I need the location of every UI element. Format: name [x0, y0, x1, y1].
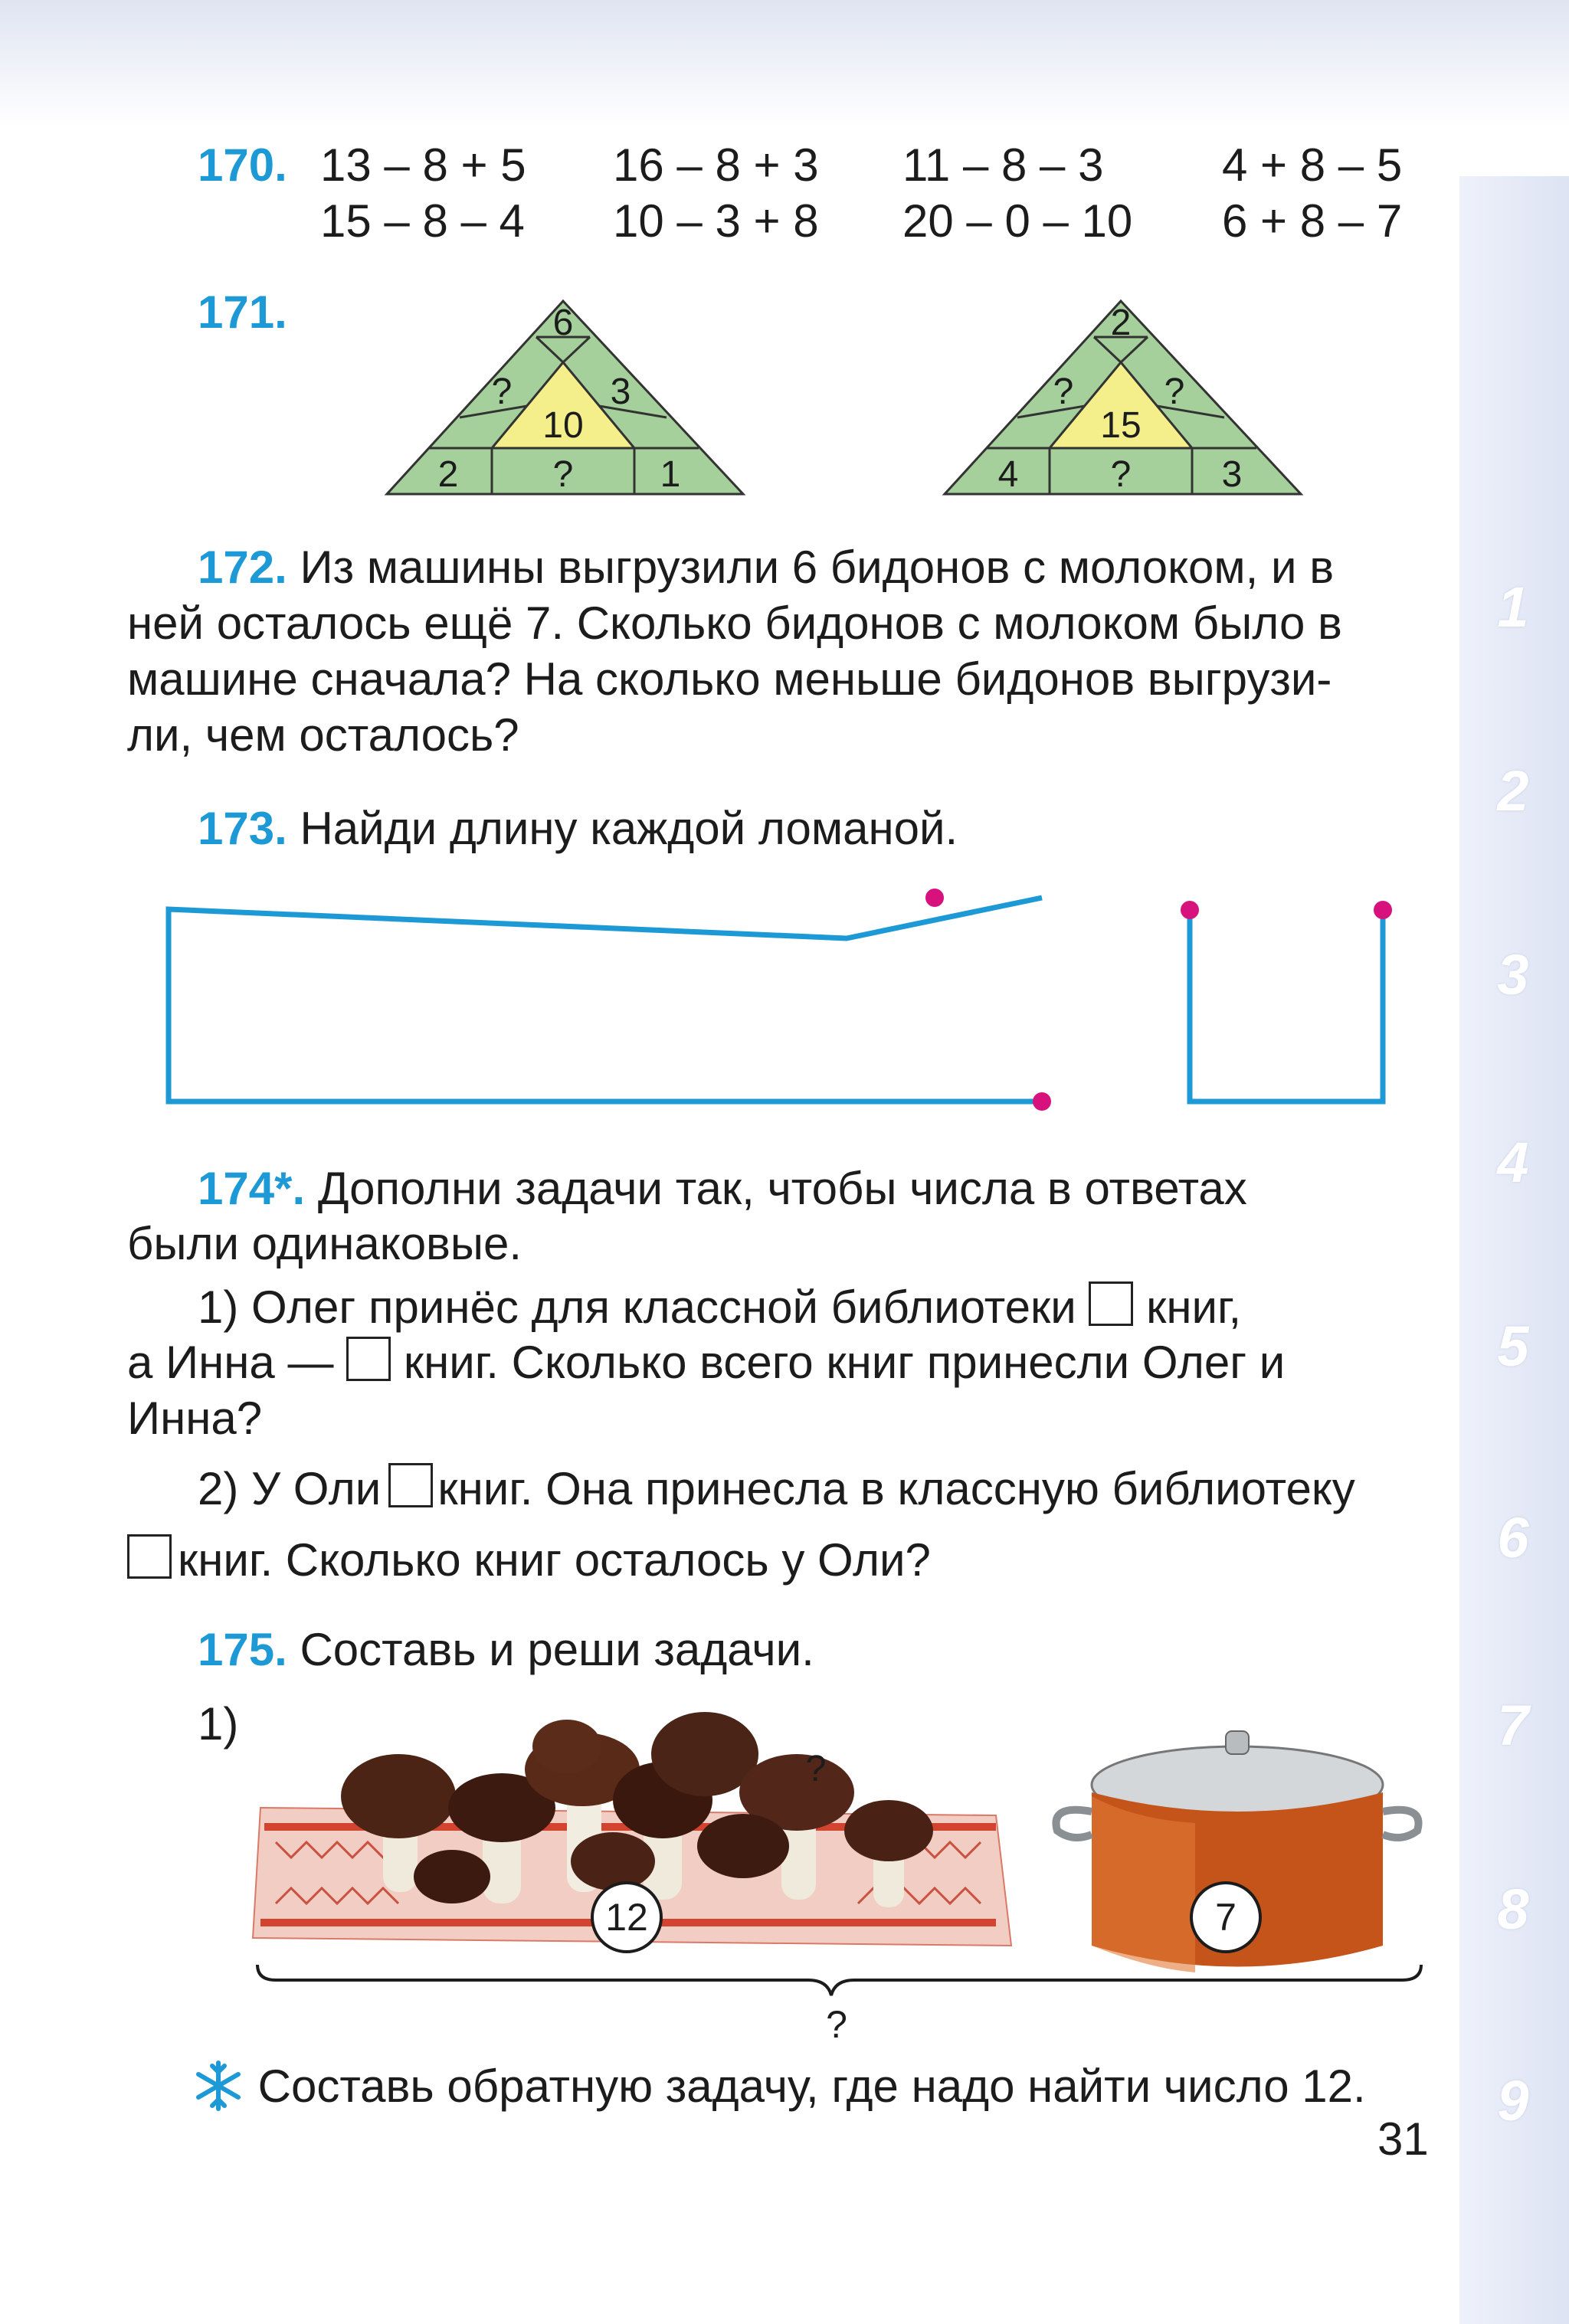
expression: 16 – 8 + 3 [613, 139, 819, 191]
snowflake-icon [192, 2059, 245, 2113]
chapter-tab-3[interactable]: 3 [1497, 943, 1529, 1007]
text: а Инна — [127, 1337, 334, 1388]
triangle-center: 10 [542, 405, 584, 446]
expression: 6 + 8 – 7 [1222, 195, 1403, 247]
triangle-right: ? [1164, 372, 1185, 412]
ex172-line3: машине сначала? На сколько меньше бидонов выгрузи- [127, 653, 1332, 705]
chapter-tab-2[interactable]: 2 [1497, 759, 1529, 823]
mushrooms-and-pot-illustration [245, 1685, 1440, 2038]
answer-box[interactable] [1089, 1281, 1133, 1326]
number-triangle-1 [383, 295, 751, 498]
text: Дополни задачи так, чтобы числа в ответах [317, 1163, 1247, 1214]
chapter-tab-6[interactable]: 6 [1497, 1506, 1529, 1570]
exercise-number: 170. [198, 139, 287, 191]
polyline-1-start-dot [925, 889, 944, 907]
text: книг. Она принесла в классную библиотеку [437, 1463, 1355, 1514]
expression: 15 – 8 – 4 [320, 195, 525, 247]
ex175-extra-line [192, 2059, 1366, 2114]
total-question: ? [826, 2003, 847, 2038]
ex174-problem1-line3: Инна? [127, 1393, 263, 1444]
number-triangle-2 [941, 295, 1309, 498]
text: книг. Сколько книг осталось у Оли? [178, 1534, 931, 1586]
top-fade [0, 0, 1569, 126]
triangle-top: 6 [552, 303, 574, 343]
answer-box[interactable] [346, 1337, 391, 1381]
triangle-bottom-middle: ? [552, 454, 574, 495]
chapter-tab-1[interactable]: 1 [1497, 575, 1529, 639]
triangle-bottom-left: 2 [437, 454, 459, 495]
ex172-line2: ней осталось ещё 7. Сколько бидонов с молоком было в [127, 597, 1342, 649]
text: Найди длину каждой ломаной. [300, 803, 958, 854]
triangle-right: 3 [610, 372, 631, 412]
ex174-problem1-line1 [127, 1279, 1437, 1335]
text: Составь обратную задачу, где надо найти число 12. [257, 2061, 1366, 2112]
polylines-figure [153, 881, 1410, 1111]
text: книг, [1146, 1281, 1242, 1333]
exercise-number: 171. [198, 286, 287, 338]
ex172-line1 [198, 540, 1334, 595]
chapter-tab-8[interactable]: 8 [1497, 1877, 1529, 1941]
mushroom-question: ? [805, 1749, 827, 1789]
answer-box[interactable] [388, 1463, 433, 1507]
polyline-1-end-dot [1033, 1092, 1051, 1111]
polyline-2 [1190, 910, 1383, 1101]
ex174-problem2-line2 [127, 1533, 931, 1588]
chapter-tab-9[interactable]: 9 [1497, 2069, 1529, 2133]
total-brace [257, 1965, 1421, 1995]
exercise-number: 172. [198, 542, 287, 593]
ex172-line4: ли, чем осталось? [127, 709, 519, 761]
ex175-line [198, 1622, 814, 1678]
text: Составь и реши задачи. [300, 1624, 814, 1675]
expression: 10 – 3 + 8 [613, 195, 819, 247]
triangle-left: ? [1053, 372, 1074, 412]
text: 2) У Оли [198, 1463, 382, 1514]
chapter-tab-strip [1459, 176, 1569, 2324]
triangle-center: 15 [1100, 405, 1142, 446]
chapter-tab-7[interactable]: 7 [1497, 1694, 1529, 1757]
polyline-1 [169, 898, 1042, 1101]
count-left: 12 [605, 1896, 648, 1939]
ex173-line [198, 801, 958, 856]
polyline-2-end-dot [1374, 901, 1392, 919]
chapter-tab-5[interactable]: 5 [1497, 1314, 1529, 1378]
triangle-bottom-right: 1 [660, 454, 681, 495]
answer-box[interactable] [127, 1534, 172, 1579]
triangle-left: ? [491, 372, 513, 412]
polyline-2-start-dot [1181, 901, 1199, 919]
ex174-problem2-line1 [198, 1462, 1355, 1517]
text: Из машины выгрузили 6 бидонов с молоком, и в [300, 542, 1335, 593]
triangle-bottom-right: 3 [1221, 454, 1243, 495]
triangle-bottom-middle: ? [1110, 454, 1132, 495]
expression: 11 – 8 – 3 [902, 139, 1104, 191]
page-number: 31 [1377, 2113, 1429, 2165]
exercise-number: 173. [198, 803, 287, 854]
exercise-number: 175. [198, 1624, 287, 1675]
item-number: 1) [198, 1698, 239, 1750]
ex174-problem1-line2 [127, 1335, 1285, 1390]
expression: 20 – 0 – 10 [902, 195, 1133, 247]
expression: 13 – 8 + 5 [320, 139, 526, 191]
ex174-intro-line2: были одинаковые. [127, 1218, 522, 1269]
chapter-tab-4[interactable]: 4 [1497, 1131, 1529, 1194]
triangle-bottom-left: 4 [997, 454, 1019, 495]
ex174-intro [127, 1160, 1437, 1216]
triangle-top: 2 [1110, 303, 1132, 343]
exercise-number: 174*. [198, 1163, 306, 1214]
expression: 4 + 8 – 5 [1222, 139, 1403, 191]
text: книг. Сколько всего книг принесли Олег и [403, 1337, 1286, 1388]
text: 1) Олег принёс для классной библиотеки [198, 1281, 1076, 1333]
count-right: 7 [1215, 1896, 1237, 1939]
